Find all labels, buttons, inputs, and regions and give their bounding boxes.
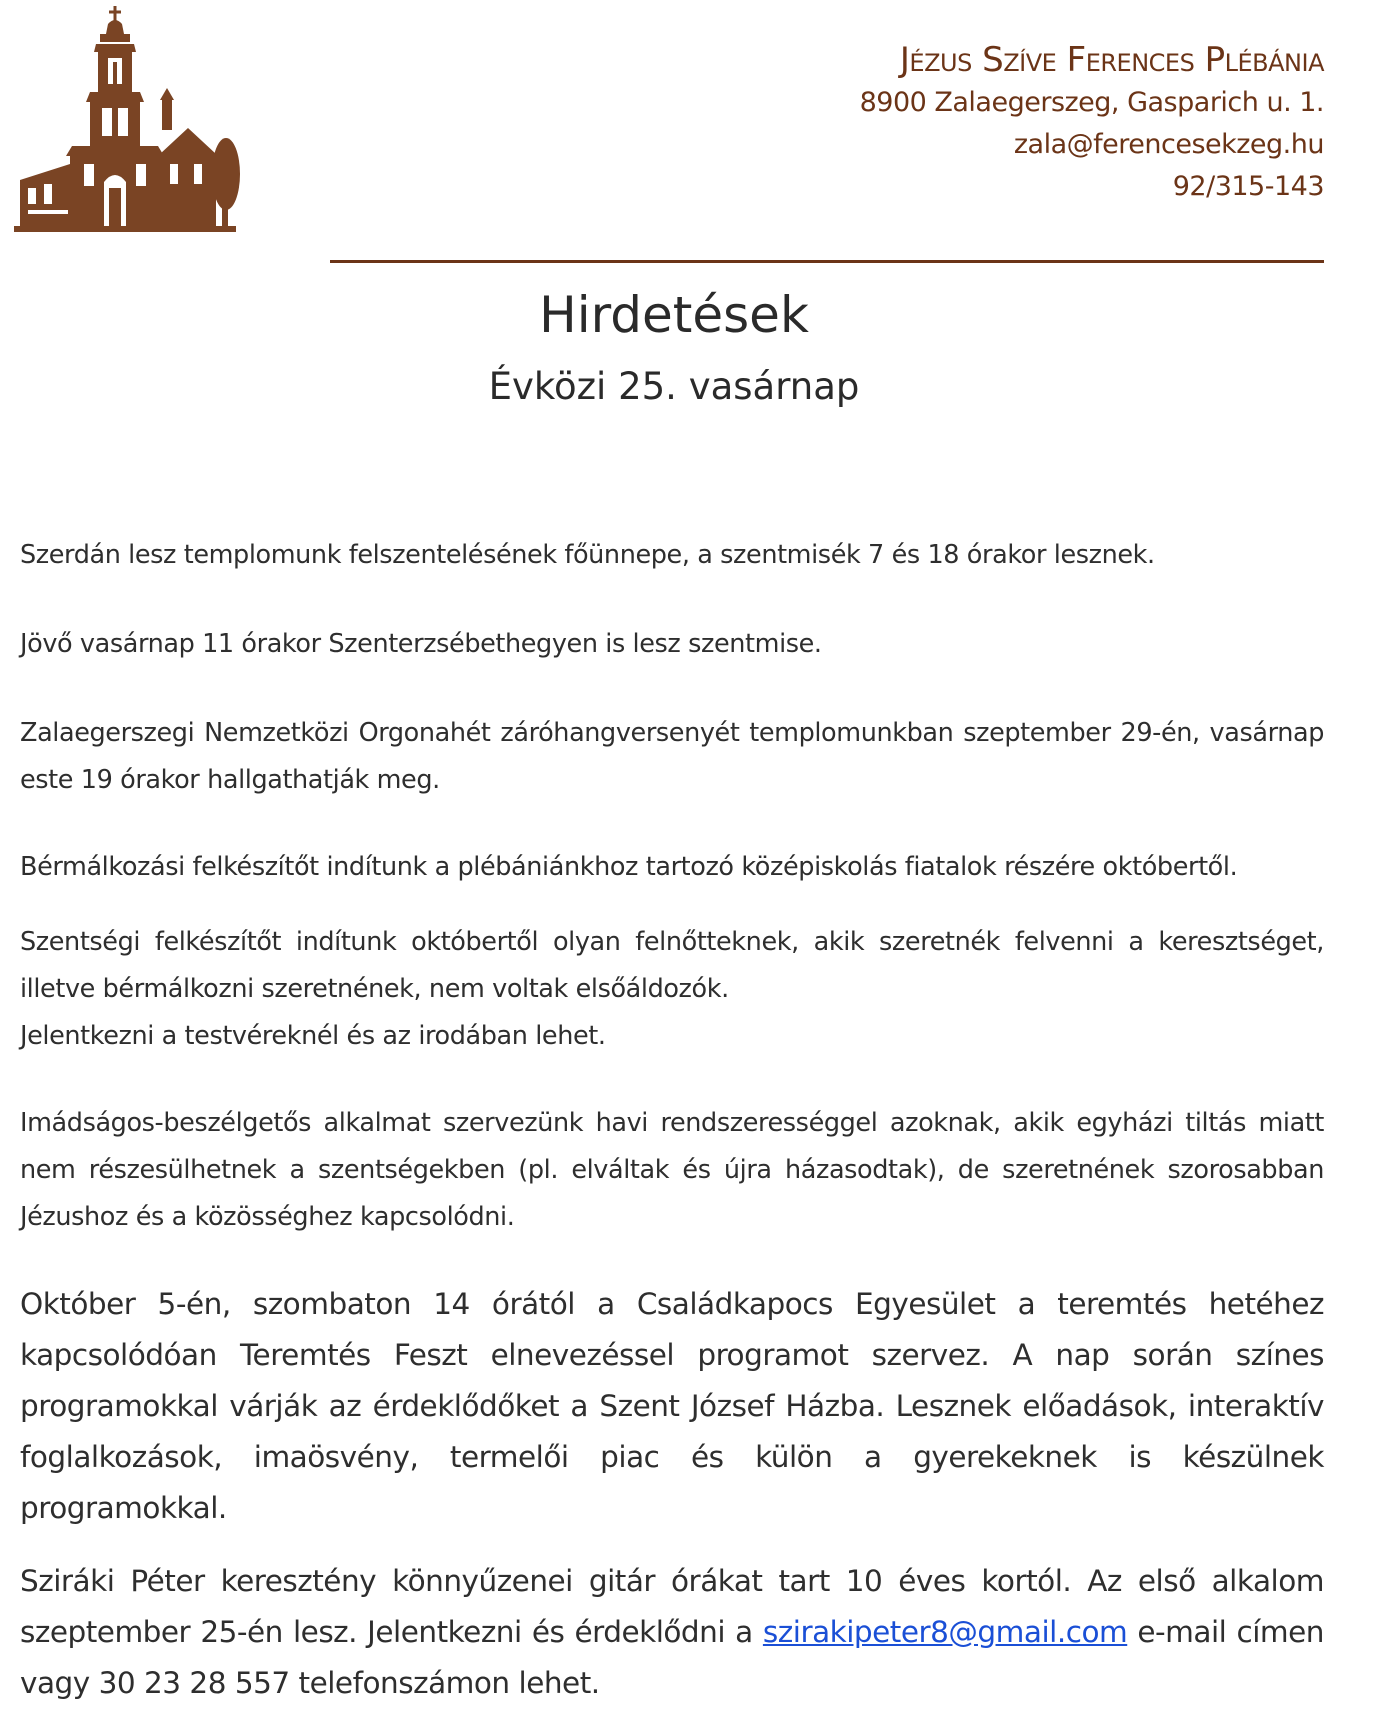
parish-name: Jézus Szíve Ferences Plébánia bbox=[899, 40, 1324, 80]
parish-address: 8900 Zalaegerszeg, Gasparich u. 1. bbox=[859, 87, 1324, 118]
parish-header bbox=[860, 38, 1324, 208]
announcement-1: Szerdán lesz templomunk felszentelésének főünnepe, a szentmisék 7 és 18 órakor lesznek. bbox=[20, 540, 1155, 570]
parish-email: zala@ferencesekzeg.hu bbox=[1013, 129, 1324, 160]
email-link[interactable]: szirakipeter8@gmail.com bbox=[762, 1615, 1128, 1649]
announcement-5-note: Jelentkezni a testvéreknél és az irodában lehet. bbox=[20, 1021, 606, 1051]
announcement-8-text: Sziráki Péter keresztény könnyűzenei gitár órákat tart 10 éves kortól. Az első alkalom szeptember 25-én lesz. Jelentkezni és érdeklődni a bbox=[20, 1564, 1324, 1649]
announcement-3: Zalaegerszegi Nemzetközi Orgonahét záróhangversenyét templomunkban szeptember 29-én, vasárnap este 19 órakor hallgathatják meg. bbox=[20, 718, 1324, 795]
announcement-8 bbox=[20, 1556, 1324, 1709]
announcements bbox=[20, 532, 1324, 1709]
parish-phone: 92/315-143 bbox=[1172, 171, 1324, 202]
announcement-2: Jövő vasárnap 11 órakor Szenterzsébethegyen is lesz szentmise. bbox=[20, 629, 822, 659]
announcement-5: Szentségi felkészítőt indítunk októbertől olyan felnőtteknek, akik szeretnék felvenni a keresztséget, illetve bérmálkozni szeretnének, nem voltak elsőáldozók. bbox=[20, 927, 1324, 1004]
announcement-7: Október 5-én, szombaton 14 órától a Családkapocs Egyesület a teremtés hetéhez kapcsolódóan Teremtés Feszt elnevezéssel programot szervez. A nap során színes programokkal várják az érdeklődőket a Szent József Házba. Lesznek előadások, interaktív foglalkozások, imaösvény, termelői piac és külön a gyerekeknek is készülnek programokkal. bbox=[20, 1287, 1324, 1525]
announcement-4: Bérmálkozási felkészítőt indítunk a plébániánkhoz tartozó középiskolás fiatalok részére októbertől. bbox=[20, 852, 1238, 882]
church-logo bbox=[12, 4, 244, 240]
announcement-8-contact: e-mail címen vagy 30 23 28 557 telefonszámon lehet. bbox=[20, 1615, 1324, 1700]
announcement-6: Imádságos-beszélgetős alkalmat szervezünk havi rendszerességgel azoknak, akik egyházi tiltás miatt nem részesülhetnek a szentségekben (pl. elváltak és újra házasodtak), de szeretnének szorosabban Jézushoz és a közösséghez kapcsolódni. bbox=[20, 1108, 1324, 1232]
header-divider bbox=[330, 260, 1324, 263]
page-title: Hirdetések bbox=[539, 286, 809, 344]
page-subtitle: Évközi 25. vasárnap bbox=[488, 365, 860, 408]
